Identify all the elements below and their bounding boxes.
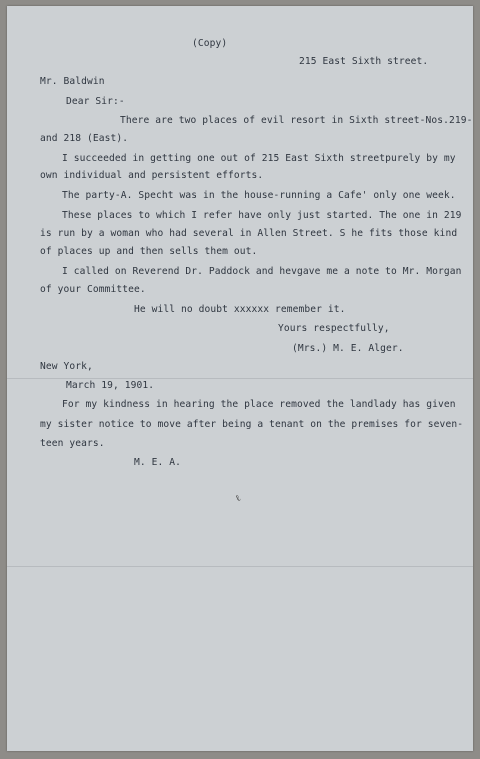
body-line: own individual and persistent efforts. (40, 170, 264, 181)
pencil-mark: ℓ (234, 493, 243, 505)
date: March 19, 1901. (66, 380, 155, 391)
signature: (Mrs.) M. E. Alger. (292, 343, 404, 354)
body-line: These places to which I refer have only just started. The one in 219 (62, 210, 462, 221)
fold-line (7, 378, 473, 379)
body-line: and 218 (East). (40, 133, 129, 144)
body-line: There are two places of evil resort in Sixth street-Nos.219- (120, 115, 473, 126)
body-line: He will no doubt xxxxxx remember it. (134, 304, 346, 315)
body-line: is run by a woman who had several in Allen Street. S he fits those kind (40, 228, 458, 239)
place: New York, (40, 361, 93, 372)
salutation: Dear Sir:- (66, 96, 125, 107)
fold-line (7, 566, 473, 567)
closing: Yours respectfully, (278, 323, 390, 334)
recipient: Mr. Baldwin (40, 76, 105, 87)
faded-stamp (10, 200, 36, 360)
body-line: I succeeded in getting one out of 215 East Sixth streetpurely by my (62, 153, 456, 164)
postscript-line: my sister notice to move after being a tenant on the premises for seven- (40, 419, 464, 430)
copy-mark: (Copy) (192, 38, 228, 49)
sender-address: 215 East Sixth street. (299, 56, 429, 67)
body-line: of your Committee. (40, 284, 146, 295)
body-line: I called on Reverend Dr. Paddock and hevgave me a note to Mr. Morgan (62, 266, 462, 277)
body-line: of places up and then sells them out. (40, 246, 258, 257)
postscript-line: teen years. (40, 438, 105, 449)
initials: M. E. A. (134, 457, 182, 468)
postscript-line: For my kindness in hearing the place removed the landlady has given (62, 399, 456, 410)
body-line: The party-A. Specht was in the house-running a Cafe' only one week. (62, 190, 456, 201)
